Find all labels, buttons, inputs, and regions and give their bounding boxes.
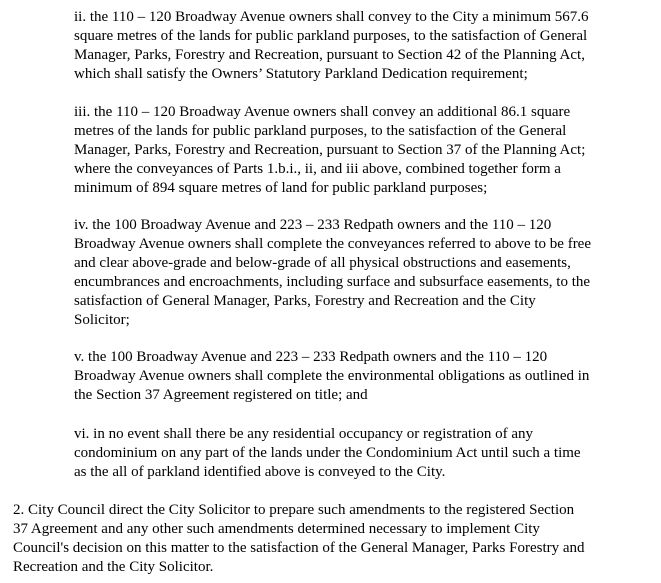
text-line: Broadway Avenue owners shall complete the environmental obligations as outlined in xyxy=(74,368,590,384)
text-line: condominium on any part of the lands under the Condominium Act until such a time xyxy=(74,445,581,461)
text-line: which shall satisfy the Owners’ Statutory Parkland Dedication requirement; xyxy=(74,66,528,82)
text-line: and clear above-grade and below-grade of all physical obstructions and easements, xyxy=(74,255,571,271)
clause-vi xyxy=(74,425,654,482)
text-line: vi. in no event shall there be any residential occupancy or registration of any xyxy=(74,426,534,442)
text-line: Manager, Parks, Forestry and Recreation, pursuant to Section 37 of the Planning Act; xyxy=(74,142,586,158)
text-line: Manager, Parks, Forestry and Recreation, pursuant to Section 42 of the Planning Act, xyxy=(74,47,585,63)
clause-iv xyxy=(74,216,654,330)
text-line: as the all of parkland identified above is conveyed to the City. xyxy=(74,464,446,480)
text-line: 2. City Council direct the City Solicitor to prepare such amendments to the registered Section xyxy=(13,502,575,518)
text-line: iii. the 110 – 120 Broadway Avenue owners shall convey an additional 86.1 square xyxy=(74,104,571,120)
text-line: 37 Agreement and any other such amendments determined necessary to implement City xyxy=(13,521,540,537)
text-line: encumbrances and encroachments, including surface and subsurface easements, to the xyxy=(74,274,591,290)
text-line: satisfaction of General Manager, Parks, Forestry and Recreation and the City xyxy=(74,293,536,309)
clause-ii xyxy=(74,8,654,84)
text-line: Council's decision on this matter to the satisfaction of the General Manager, Parks Forestry and xyxy=(13,540,585,556)
text-line: Solicitor; xyxy=(74,312,130,328)
text-line: v. the 100 Broadway Avenue and 223 – 233 Redpath owners and the 110 – 120 xyxy=(74,349,548,365)
item-2 xyxy=(13,501,653,577)
text-line: the Section 37 Agreement registered on title; and xyxy=(74,387,368,403)
text-line: Broadway Avenue owners shall complete the conveyances referred to above to be free xyxy=(74,236,592,252)
text-line: minimum of 894 square metres of land for public parkland purposes; xyxy=(74,180,488,196)
text-line: where the conveyances of Parts 1.b.i., ii, and iii above, combined together form a xyxy=(74,161,561,177)
text-line: iv. the 100 Broadway Avenue and 223 – 233 Redpath owners and the 110 – 120 xyxy=(74,217,552,233)
text-line: square metres of the lands for public parkland purposes, to the satisfaction of General xyxy=(74,28,588,44)
clause-v xyxy=(74,348,654,405)
text-line: metres of the lands for public parkland purposes, to the satisfaction of the General xyxy=(74,123,567,139)
clause-iii xyxy=(74,103,654,198)
text-line: ii. the 110 – 120 Broadway Avenue owners shall convey to the City a minimum 567.6 xyxy=(74,9,589,25)
text-line: Recreation and the City Solicitor. xyxy=(13,559,214,575)
